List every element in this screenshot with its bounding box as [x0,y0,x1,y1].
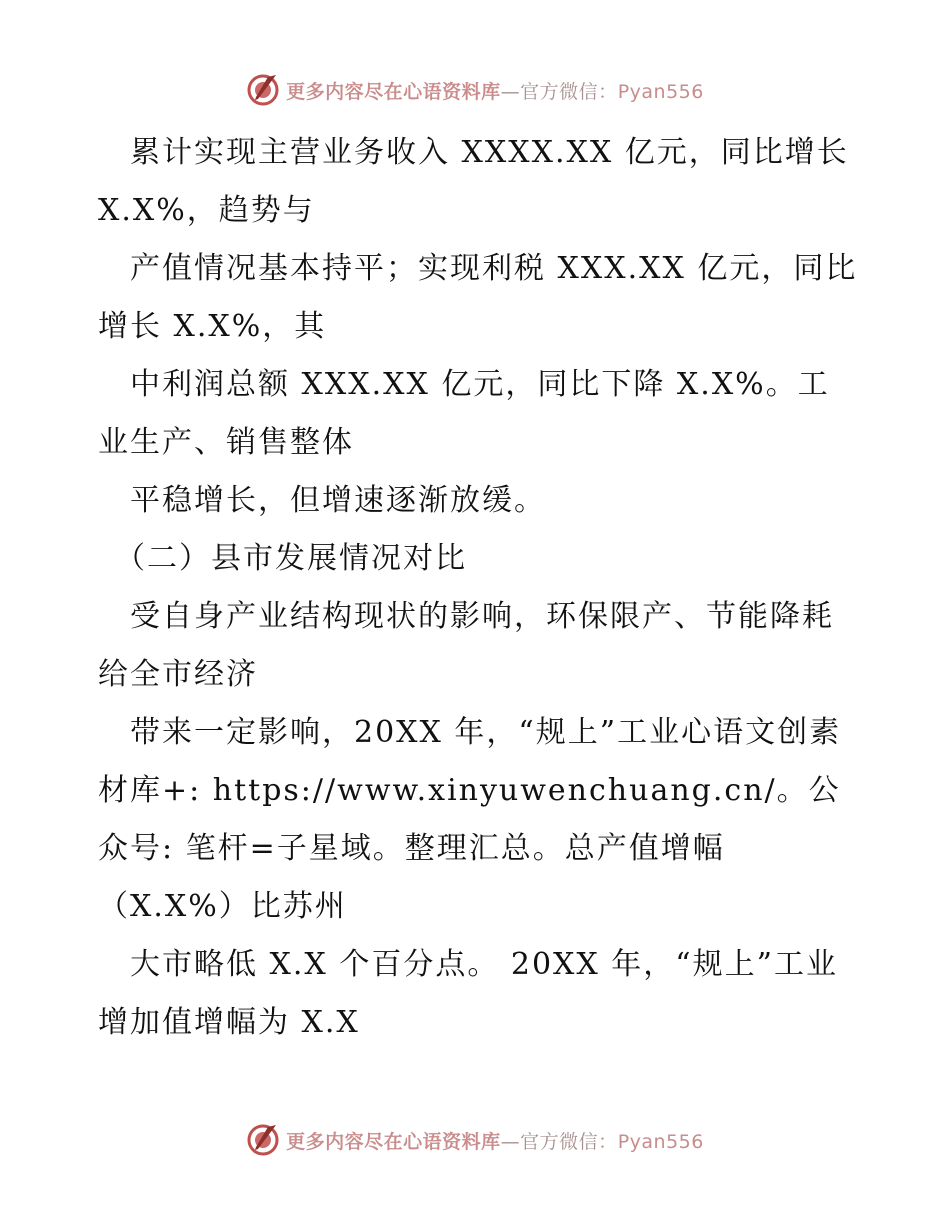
paragraph: 受自身产业结构现状的影响，环保限产、节能降耗给全市经济 [98,599,834,692]
paragraph: 中利润总额 XXX.XX 亿元，同比下降 X.X%。工业生产、销售整体 [98,367,830,460]
banner-wechat-id: Pyan556 [617,1130,704,1153]
banner-wechat-label: 官方微信： [520,80,618,103]
banner-dash: — [500,80,521,103]
banner-text [286,77,704,104]
paragraph: 平稳增长，但增速逐渐放缓。 [98,483,546,518]
paragraph: 产值情况基本持平；实现利税 XXX.XX 亿元，同比增长 X.X%，其 [98,251,858,344]
quill-logo-icon [246,73,280,107]
paragraph: 带来一定影响，20XX 年，“规上”工业心语文创素材库+: https://www.xinyuwenchuang.cn/。公众号: 笔杆=子星域。整理汇总。总产值增幅（X.X%）比苏州 [98,715,842,924]
banner-main-text: 更多内容尽在心语资料库 [286,1130,501,1153]
paragraph: 大市略低 X.X 个百分点。 20XX 年，“规上”工业增加值增幅为 X.X [98,947,838,1040]
banner-dash: — [500,1130,521,1153]
footer-banner [0,1120,950,1160]
paragraph: 累计实现主营业务收入 XXXX.XX 亿元，同比增长 X.X%，趋势与 [98,135,861,228]
header-banner [0,70,950,110]
document-body [98,124,861,1052]
banner-main-text: 更多内容尽在心语资料库 [286,80,501,103]
quill-logo-icon [246,1123,280,1157]
section-heading: （二）县市发展情况对比 [98,541,467,576]
banner-wechat-id: Pyan556 [617,80,704,103]
banner-wechat-label: 官方微信： [520,1130,618,1153]
banner-text [286,1127,704,1154]
